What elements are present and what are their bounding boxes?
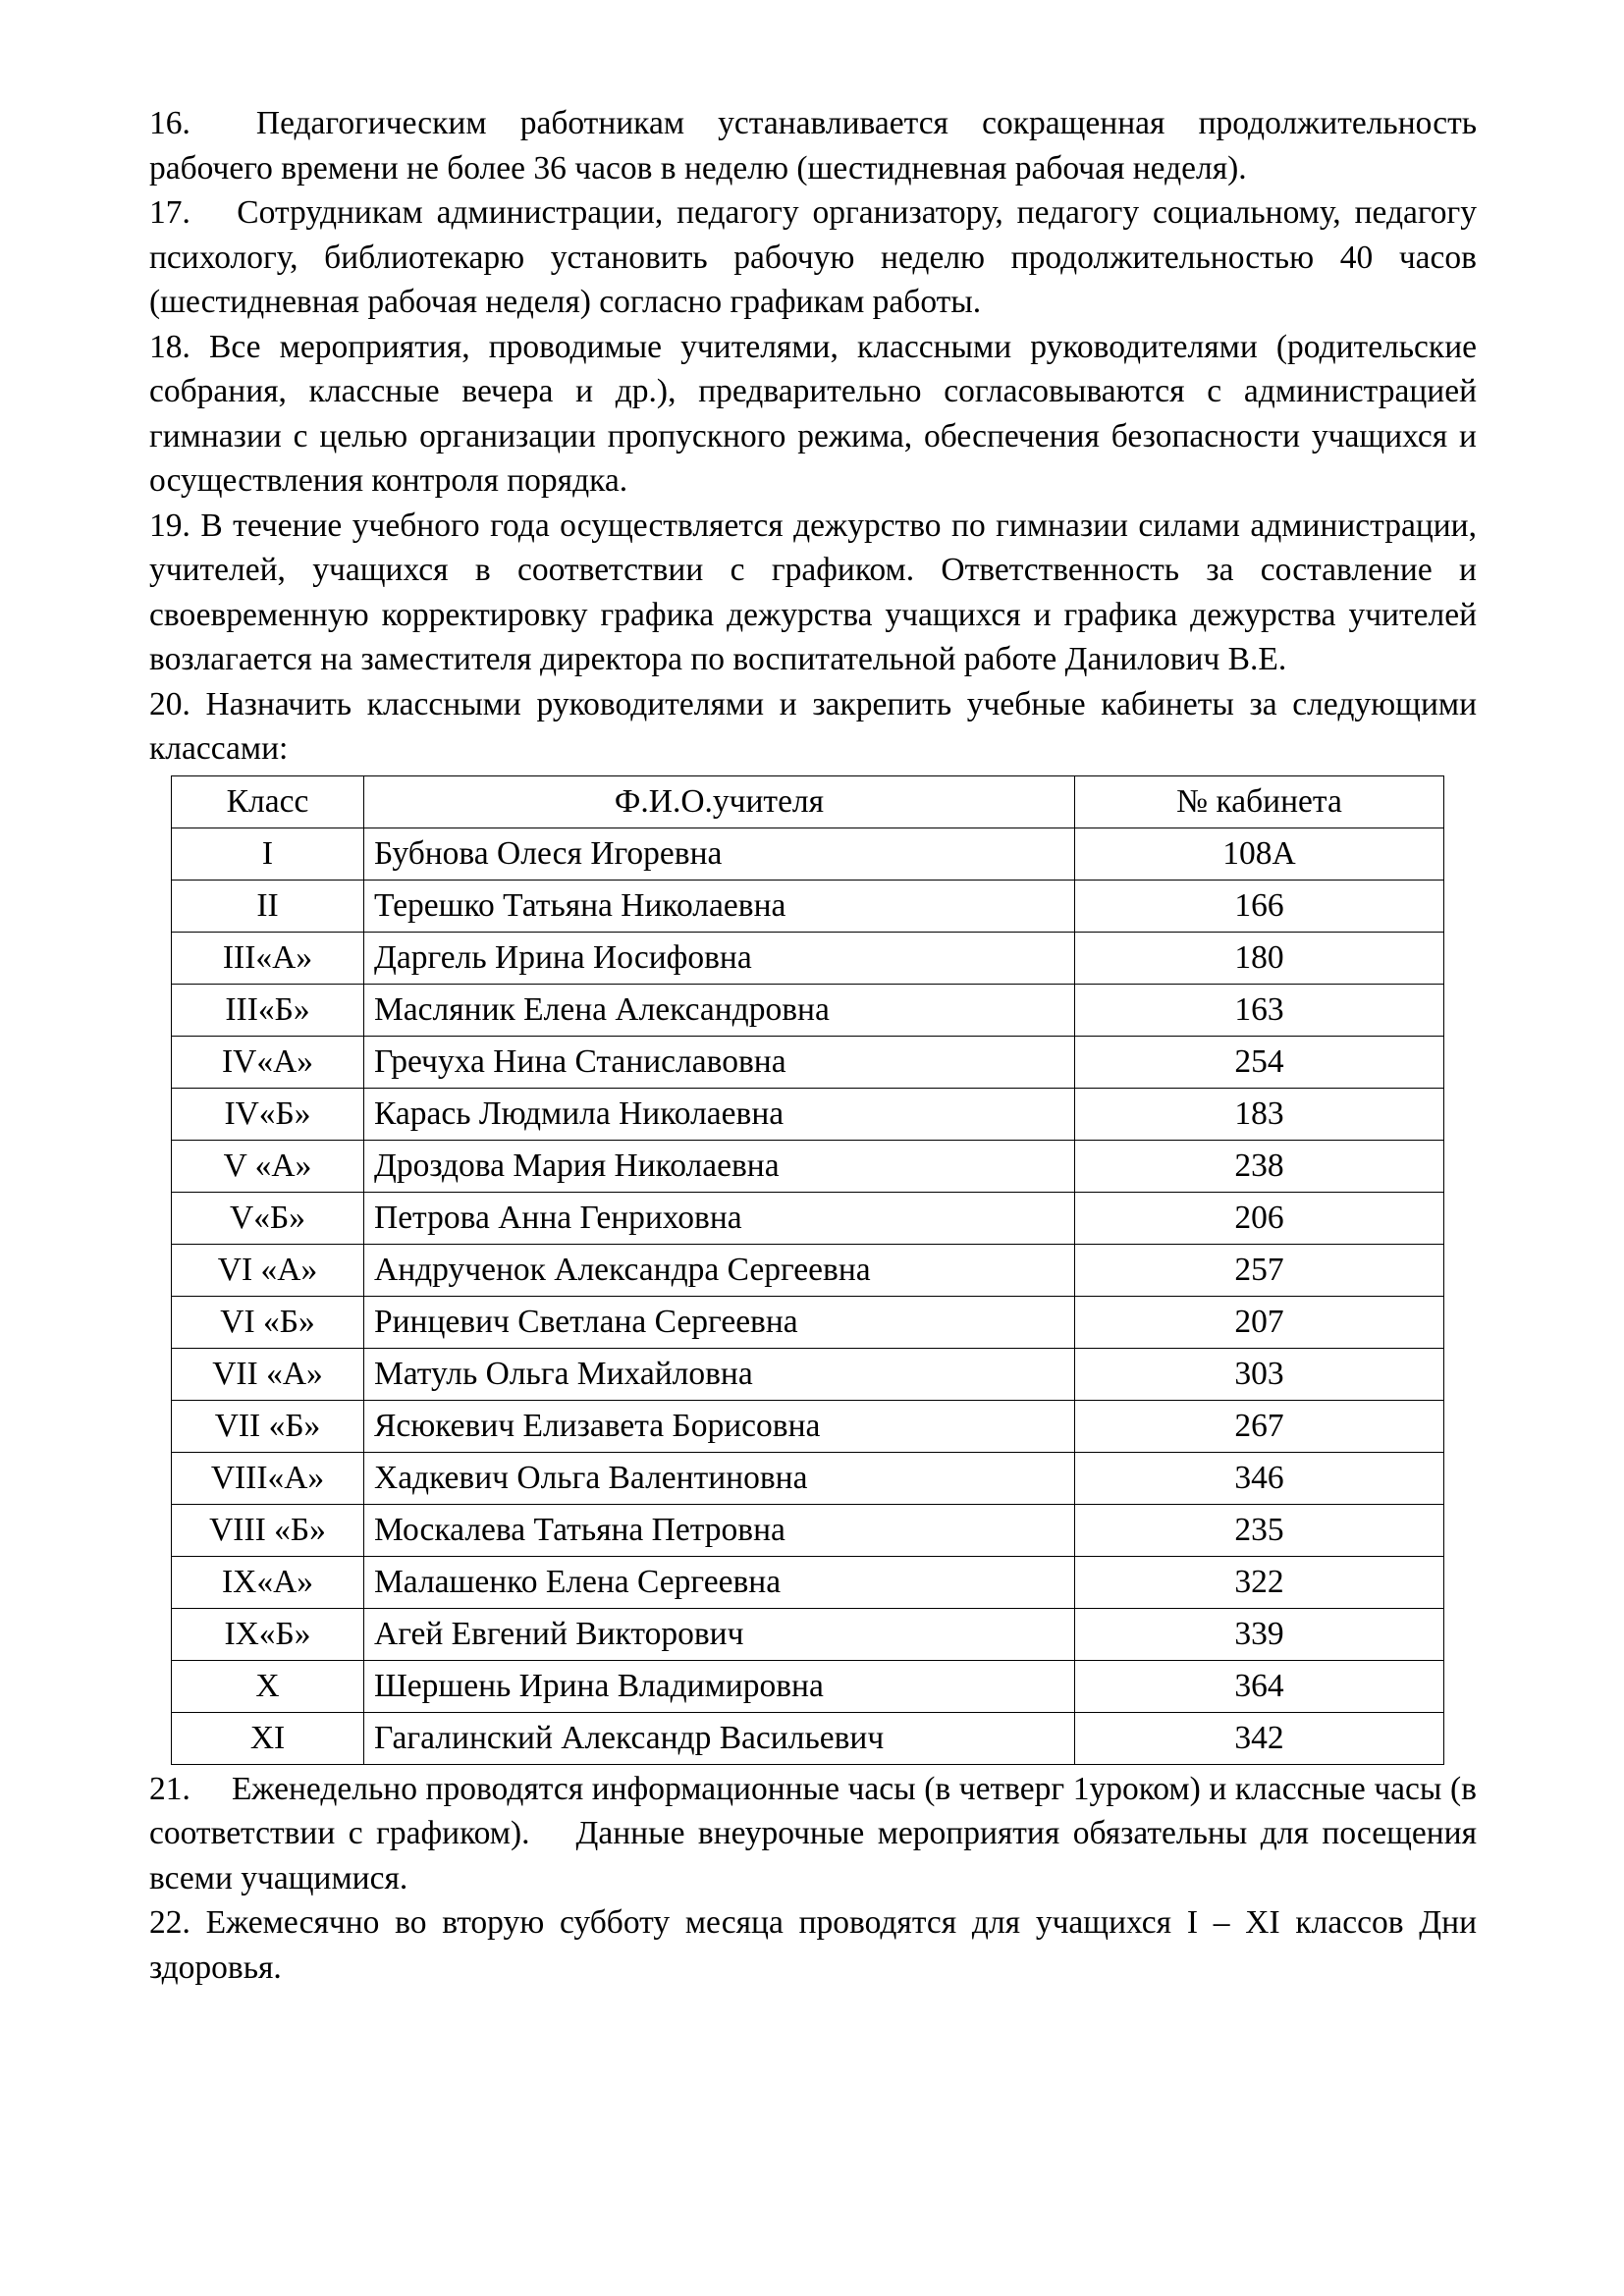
cell-room: 180 <box>1075 932 1444 984</box>
table-row <box>172 984 1444 1036</box>
cell-class: I <box>172 828 364 880</box>
cell-teacher: Гагалинский Александр Васильевич <box>364 1712 1075 1764</box>
cell-teacher: Ринцевич Светлана Сергеевна <box>364 1296 1075 1348</box>
paragraph-16: 16. Педагогическим работникам устанавливается сокращенная продолжительность рабочего времени не более 36 часов в неделю (шестидневная рабочая неделя). <box>149 105 1477 187</box>
class-assignment-table <box>171 775 1444 1765</box>
cell-class: V«Б» <box>172 1192 364 1244</box>
paragraph-20: 20. Назначить классными руководителями и закрепить учебные кабинеты за следующими классами: <box>149 685 1477 767</box>
cell-teacher: Хадкевич Ольга Валентиновна <box>364 1452 1075 1504</box>
table-head <box>172 775 1444 828</box>
table-row <box>172 880 1444 932</box>
cell-teacher: Малашенко Елена Сергеевна <box>364 1556 1075 1608</box>
table-row <box>172 1400 1444 1452</box>
column-header-class: Класс <box>172 775 364 828</box>
cell-class: VII «Б» <box>172 1400 364 1452</box>
cell-room: 322 <box>1075 1556 1444 1608</box>
table-row <box>172 1192 1444 1244</box>
cell-teacher: Карась Людмила Николаевна <box>364 1088 1075 1140</box>
column-header-room: № кабинета <box>1075 775 1444 828</box>
cell-room: 267 <box>1075 1400 1444 1452</box>
cell-teacher: Агей Евгений Викторович <box>364 1608 1075 1660</box>
table-row <box>172 828 1444 880</box>
paragraph-22: 22. Ежемесячно во вторую субботу месяца проводятся для учащихся I – XI классов Дни здоровья. <box>149 1904 1477 1986</box>
table-row <box>172 1608 1444 1660</box>
table-row <box>172 1556 1444 1608</box>
cell-room: 206 <box>1075 1192 1444 1244</box>
table-row <box>172 1296 1444 1348</box>
cell-room: 303 <box>1075 1348 1444 1400</box>
cell-teacher: Андрученок Александра Сергеевна <box>364 1244 1075 1296</box>
cell-room: 108А <box>1075 828 1444 880</box>
cell-teacher: Бубнова Олеся Игоревна <box>364 828 1075 880</box>
cell-class: II <box>172 880 364 932</box>
cell-class: V «А» <box>172 1140 364 1192</box>
cell-teacher: Терешко Татьяна Николаевна <box>364 880 1075 932</box>
cell-teacher: Шершень Ирина Владимировна <box>364 1660 1075 1712</box>
table-row <box>172 1452 1444 1504</box>
cell-teacher: Москалева Татьяна Петровна <box>364 1504 1075 1556</box>
table-row <box>172 1036 1444 1088</box>
cell-teacher: Дроздова Мария Николаевна <box>364 1140 1075 1192</box>
paragraph-19: 19. В течение учебного года осуществляется дежурство по гимназии силами администрации, учителей, учащихся в соответствии с графиком. Ответственность за составление и своевременную корректировку графика дежурства учащихся и графика дежурства учителей возлагается на заместителя директора по воспитательной работе Данилович В.Е. <box>149 507 1477 677</box>
cell-teacher: Масляник Елена Александровна <box>364 984 1075 1036</box>
table-row <box>172 1244 1444 1296</box>
cell-class: III«А» <box>172 932 364 984</box>
document-body <box>149 101 1477 1990</box>
cell-room: 254 <box>1075 1036 1444 1088</box>
table-row <box>172 1088 1444 1140</box>
cell-room: 257 <box>1075 1244 1444 1296</box>
table-row <box>172 1348 1444 1400</box>
cell-class: XI <box>172 1712 364 1764</box>
table-row <box>172 1660 1444 1712</box>
cell-class: IV«А» <box>172 1036 364 1088</box>
table-header-row <box>172 775 1444 828</box>
paragraph-21: 21. Еженедельно проводятся информационные часы (в четверг 1уроком) и классные часы (в соответствии с графиком). Данные внеурочные мероприятия обязательны для посещения всеми учащимися. <box>149 1770 1477 1896</box>
table-row <box>172 1712 1444 1764</box>
cell-teacher: Гречуха Нина Станиславовна <box>364 1036 1075 1088</box>
cell-teacher: Петрова Анна Генриховна <box>364 1192 1075 1244</box>
cell-class: VIII «Б» <box>172 1504 364 1556</box>
cell-teacher: Даргель Ирина Иосифовна <box>364 932 1075 984</box>
cell-room: 166 <box>1075 880 1444 932</box>
cell-room: 364 <box>1075 1660 1444 1712</box>
cell-room: 183 <box>1075 1088 1444 1140</box>
cell-class: IX«Б» <box>172 1608 364 1660</box>
cell-room: 339 <box>1075 1608 1444 1660</box>
table-row <box>172 1140 1444 1192</box>
cell-class: VI «Б» <box>172 1296 364 1348</box>
table-body <box>172 828 1444 1764</box>
cell-teacher: Ясюкевич Елизавета Борисовна <box>364 1400 1075 1452</box>
cell-room: 346 <box>1075 1452 1444 1504</box>
cell-class: III«Б» <box>172 984 364 1036</box>
paragraph-18: 18. Все мероприятия, проводимые учителями, классными руководителями (родительские собрания, классные вечера и др.), предварительно согласовываются с администрацией гимназии с целью организации пропускного режима, обеспечения безопасности учащихся и осуществления контроля порядка. <box>149 328 1477 499</box>
cell-class: IX«А» <box>172 1556 364 1608</box>
cell-room: 207 <box>1075 1296 1444 1348</box>
column-header-teacher: Ф.И.О.учителя <box>364 775 1075 828</box>
cell-class: VII «А» <box>172 1348 364 1400</box>
cell-class: VIII«А» <box>172 1452 364 1504</box>
cell-class: IV«Б» <box>172 1088 364 1140</box>
paragraph-17: 17. Сотрудникам администрации, педагогу организатору, педагогу социальному, педагогу психологу, библиотекарю установить рабочую неделю продолжительностью 40 часов (шестидневная рабочая неделя) согласно графикам работы. <box>149 194 1477 320</box>
table-row <box>172 1504 1444 1556</box>
cell-room: 235 <box>1075 1504 1444 1556</box>
cell-room: 238 <box>1075 1140 1444 1192</box>
cell-room: 163 <box>1075 984 1444 1036</box>
cell-teacher: Матуль Ольга Михайловна <box>364 1348 1075 1400</box>
after-table-paragraphs <box>149 1767 1477 1991</box>
table-row <box>172 932 1444 984</box>
cell-class: VI «А» <box>172 1244 364 1296</box>
cell-room: 342 <box>1075 1712 1444 1764</box>
cell-class: X <box>172 1660 364 1712</box>
